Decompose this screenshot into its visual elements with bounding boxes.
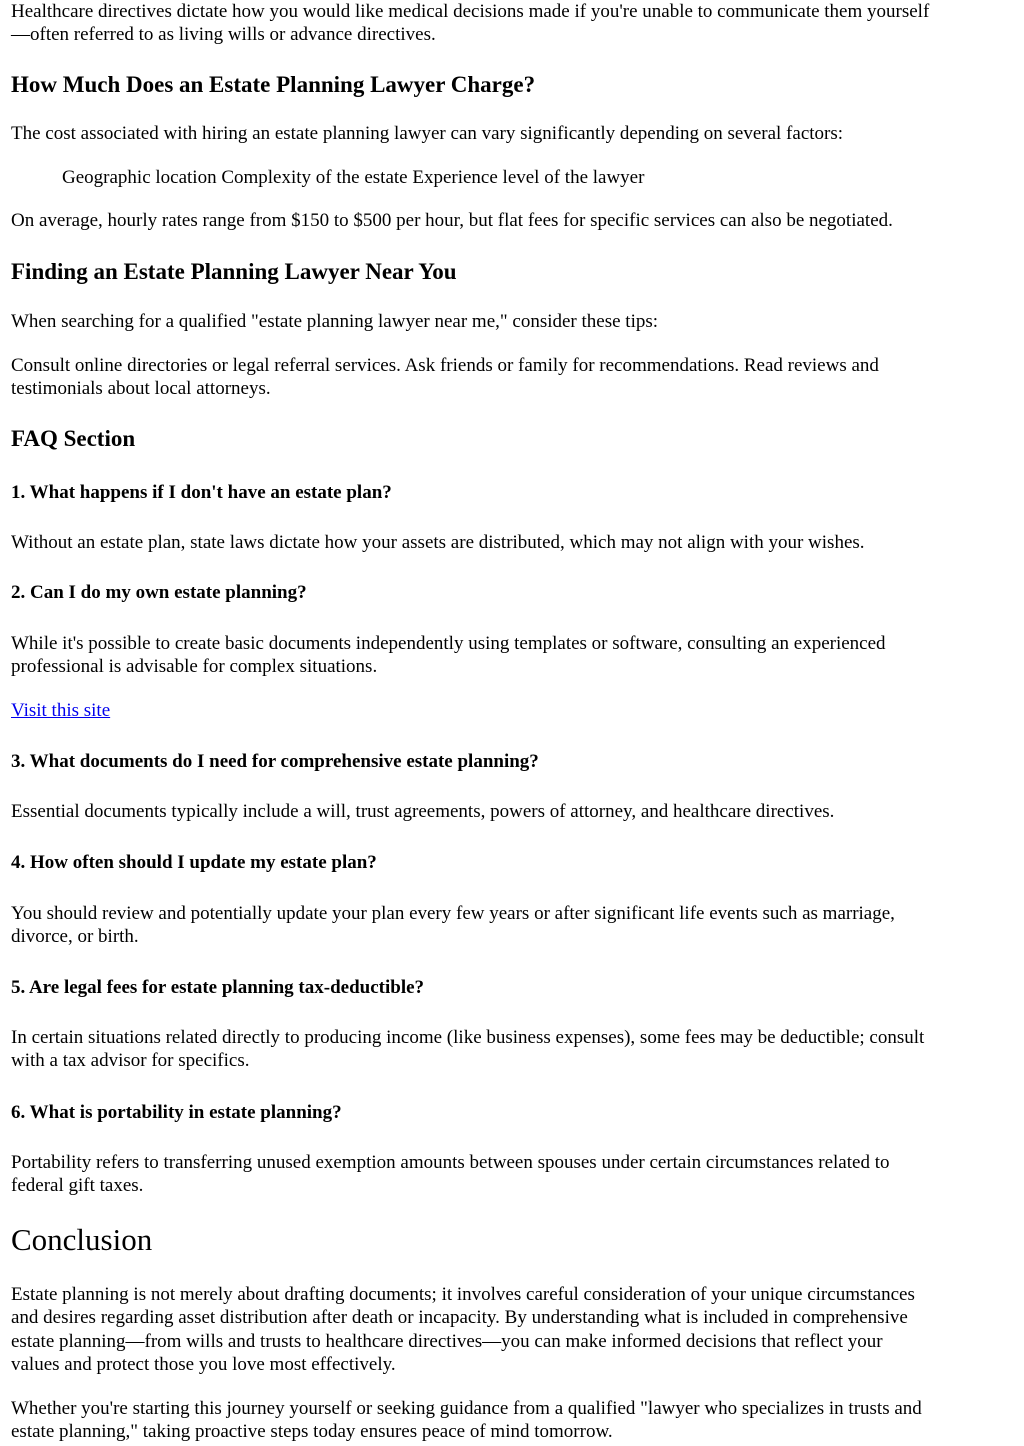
faq-answer-1: Without an estate plan, state laws dictate how your assets are distributed, which may not align with your wishes. xyxy=(11,532,865,553)
conclusion-para-1-line-2: and desires regarding asset distribution after death or incapacity. By understanding what is included in comprehensive xyxy=(11,1307,908,1328)
faq-question-3: 3. What documents do I need for comprehensive estate planning? xyxy=(11,751,539,772)
faq-answer-2-line-1: While it's possible to create basic documents independently using templates or software, consulting an experienced xyxy=(11,633,886,654)
faq-question-2: 2. Can I do my own estate planning? xyxy=(11,582,307,603)
cost-factors-list: Geographic location Complexity of the estate Experience level of the lawyer xyxy=(62,167,645,188)
faq-question-5: 5. Are legal fees for estate planning tax-deductible? xyxy=(11,977,425,998)
finding-intro-text: When searching for a qualified "estate planning lawyer near me," consider these tips: xyxy=(11,311,659,332)
faq-question-4: 4. How often should I update my estate plan? xyxy=(11,852,377,873)
conclusion-para-2-line-1: Whether you're starting this journey yourself or seeking guidance from a qualified "lawyer who specializes in trusts and xyxy=(11,1398,922,1419)
cost-rates-text: On average, hourly rates range from $150 to $500 per hour, but flat fees for specific services can also be negotiated. xyxy=(11,210,893,231)
cost-heading: How Much Does an Estate Planning Lawyer Charge? xyxy=(11,72,536,97)
finding-tips-line-2: testimonials about local attorneys. xyxy=(11,378,271,399)
faq-answer-4-line-2: divorce, or birth. xyxy=(11,926,139,947)
finding-tips-line-1: Consult online directories or legal referral services. Ask friends or family for recommendations. Read reviews and xyxy=(11,355,879,376)
intro-text-line-2: —often referred to as living wills or advance directives. xyxy=(11,24,436,45)
faq-question-6: 6. What is portability in estate planning? xyxy=(11,1102,342,1123)
intro-text-line-1: Healthcare directives dictate how you would like medical decisions made if you're unable to communicate them yourself xyxy=(11,1,930,22)
conclusion-para-1-line-3: estate planning—from wills and trusts to healthcare directives—you can make informed decisions that reflect your xyxy=(11,1331,883,1352)
conclusion-para-1-line-1: Estate planning is not merely about drafting documents; it involves careful consideration of your unique circumstances xyxy=(11,1284,915,1305)
faq-answer-3: Essential documents typically include a will, trust agreements, powers of attorney, and healthcare directives. xyxy=(11,801,835,822)
conclusion-heading: Conclusion xyxy=(11,1222,153,1257)
faq-answer-5-line-2: with a tax advisor for specifics. xyxy=(11,1050,250,1071)
faq-answer-4-line-1: You should review and potentially update your plan every few years or after significant life events such as marriage, xyxy=(11,903,895,924)
visit-site-link[interactable]: Visit this site xyxy=(11,700,111,721)
faq-question-1: 1. What happens if I don't have an estate plan? xyxy=(11,482,392,503)
faq-heading: FAQ Section xyxy=(11,426,136,451)
faq-answer-5-line-1: In certain situations related directly to producing income (like business expenses), some fees may be deductible; consult xyxy=(11,1027,925,1048)
faq-answer-2-line-2: professional is advisable for complex situations. xyxy=(11,656,378,677)
faq-answer-6-line-1: Portability refers to transferring unused exemption amounts between spouses under certain circumstances related to xyxy=(11,1152,890,1173)
conclusion-para-2-line-2: estate planning," taking proactive steps today ensures peace of mind tomorrow. xyxy=(11,1421,613,1442)
finding-heading: Finding an Estate Planning Lawyer Near You xyxy=(11,259,457,284)
cost-intro-text: The cost associated with hiring an estate planning lawyer can vary significantly depending on several factors: xyxy=(11,123,844,144)
faq-answer-6-line-2: federal gift taxes. xyxy=(11,1175,144,1196)
conclusion-para-1-line-4: values and protect those you love most effectively. xyxy=(11,1354,396,1375)
